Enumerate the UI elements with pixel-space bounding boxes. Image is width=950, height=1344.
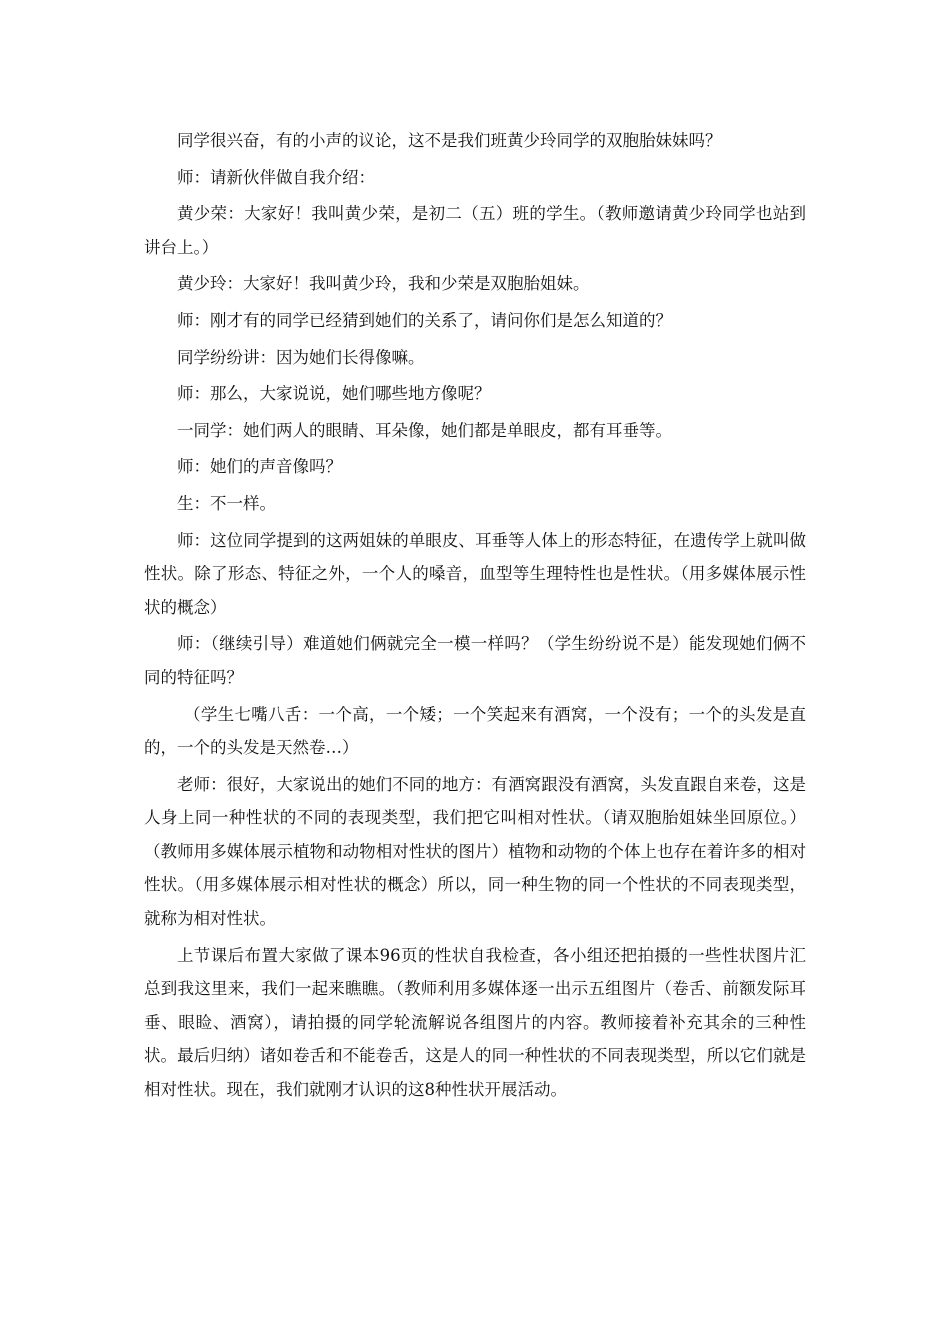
paragraph-5: 师：刚才有的同学已经猜到她们的关系了，请问你们是怎么知道的？ [177,310,672,330]
paragraph-15: 上节课后布置大家做了课本96页的性状自我检查，各小组还把拍摄的一些性状图片汇总到我这里来，我们一起来瞧瞧。（教师利用多媒体逐一出示五组图片（卷舌、前额发际耳垂、眼睑、酒窝），请拍摄的同学轮流解说各组图片的内容。教师接着补充其余的三种性状。最后归纳）诸如卷舌和不能卷舌，这是人的同一种性状的不同表现类型，所以它们就是相对性状。现在，我们就刚才认识的这8种性状开展活动。 [144,945,806,1100]
paragraph-9: 师：她们的声音像吗？ [177,457,342,477]
paragraph-1: 同学很兴奋，有的小声的议论，这不是我们班黄少玲同学的双胞胎妹妹吗？ [177,131,722,150]
paragraph-8: 一同学：她们两人的眼睛、耳朵像，她们都是单眼皮，都有耳垂等。 [177,420,672,440]
paragraph-13: （学生七嘴八舌：一个高，一个矮；一个笑起来有酒窝，一个没有；一个的头发是直的，一个的头发是天然卷…） [144,704,806,758]
paragraph-11: 师：这位同学提到的这两姐妹的单眼皮、耳垂等人体上的形态特征，在遗传学上就叫做性状。除了形态、特征之外，一个人的嗓音，血型等生理特性也是性状。（用多媒体展示性状的概念） [144,530,806,617]
paragraph-12: 师：（继续引导）难道她们俩就完全一模一样吗？（学生纷纷说不是）能发现她们俩不同的特征吗？ [144,634,806,687]
document-body [144,124,806,1110]
paragraph-2: 师：请新伙伴做自我介绍： [177,167,375,187]
paragraph-4: 黄少玲：大家好！我叫黄少玲，我和少荣是双胞胎姐妹。 [177,274,590,294]
paragraph-7: 师：那么，大家说说，她们哪些地方像呢？ [177,384,491,404]
paragraph-3: 黄少荣：大家好！我叫黄少荣，是初二（五）班的学生。（教师邀请黄少玲同学也站到讲台上。） [144,204,806,257]
paragraph-14: 老师：很好，大家说出的她们不同的地方：有酒窝跟没有酒窝，头发直跟自来卷，这是人身上同一种性状的不同的表现类型，我们把它叫相对性状。（请双胞胎姐妹坐回原位。）（教师用多媒体展示植物和动物相对性状的图片）植物和动物的个体上也存在着许多的相对性状。（用多媒体展示相对性状的概念）所以，同一种生物的同一个性状的不同表现类型，就称为相对性状。 [144,774,806,929]
paragraph-6: 同学纷纷讲：因为她们长得像嘛。 [177,347,425,367]
paragraph-10: 生：不一样。 [177,493,276,513]
